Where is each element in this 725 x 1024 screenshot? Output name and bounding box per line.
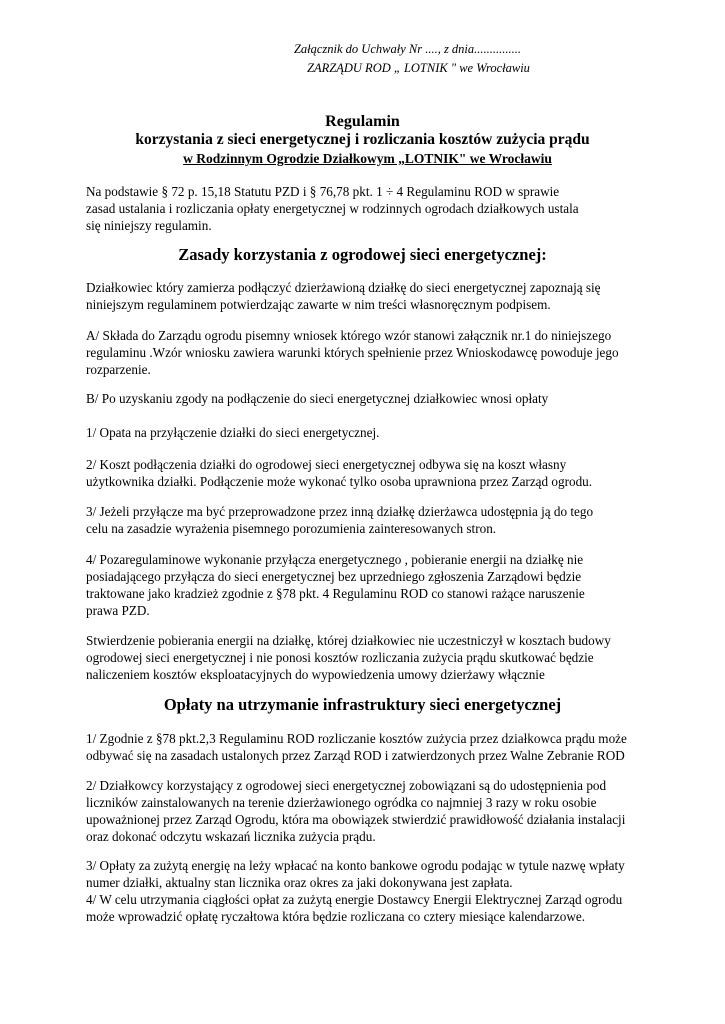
text-line: oraz dokonać odczytu wskazań licznika zużycia prądu.: [86, 829, 376, 844]
text-line: 1/ Opata na przyłączenie działki do sieci energetycznej.: [86, 425, 380, 440]
text-line: liczników zainstalowanych na terenie dzierżawionego ogródka co najmniej 3 razy w roku osobie: [86, 795, 597, 810]
section-2-paragraph: [86, 730, 646, 764]
text-line: Na podstawie § 72 p. 15,18 Statutu PZD i § 76,78 pkt. 1 ÷ 4 Regulaminu ROD w sprawie: [86, 184, 560, 199]
text-line: naliczeniem kosztów eksploatacyjnych do wypowiedzenia umowy dzierżawy włącznie: [86, 667, 545, 682]
section-1-paragraph: [86, 551, 646, 619]
section-1-paragraph: [86, 279, 646, 313]
text-line: 2/ Działkowcy korzystający z ogrodowej sieci energetycznej zobowiązani są do udostępnienia pod: [86, 778, 607, 793]
section-1-heading: Zasady korzystania z ogrodowej sieci energetycznej:: [178, 245, 547, 264]
text-line: się niniejszy regulamin.: [86, 218, 212, 233]
text-line: numer działki, aktualny stan licznika oraz okres za jaki dokonywana jest zapłata.: [86, 875, 513, 890]
annex-line-1: Załącznik do Uchwały Nr ...., z dnia...............: [293, 42, 522, 56]
text-line: Stwierdzenie pobierania energii na działkę, której działkowiec nie uczestniczył w kosztach budowy: [86, 633, 611, 648]
text-line: 3/ Jeżeli przyłącze ma być przeprowadzone przez inną działkę dzierżawca udostępnia ją do tego: [86, 504, 594, 519]
text-line: może wprowadzić opłatę ryczałtowa która będzie rozliczana co cztery miesiące kalendarzowe.: [86, 909, 586, 924]
text-line: zasad ustalania i rozliczania opłaty energetycznej w rodzinnych ogrodach działkowych ustala: [86, 201, 579, 216]
text-line: ogrodowej sieci energetycznej i nie ponosi kosztów rozliczania zużycia prądu skutkować będzie: [86, 650, 594, 665]
intro-paragraph: [86, 183, 646, 234]
text-line: użytkownika działki. Podłączenie może wykonać tylko osoba uprawniona przez Zarząd ogrodu.: [86, 474, 593, 489]
text-line: 4/ Pozaregulaminowe wykonanie przyłącza energetycznego , pobieranie energii na działkę nie: [86, 552, 584, 567]
section-2-paragraph: [86, 857, 646, 925]
section-1-paragraph: [86, 390, 646, 407]
text-line: regulaminu .Wzór wniosku zawiera warunki których spełnienie przez Wnioskodawcę powoduje jego: [86, 345, 619, 360]
annex-line-2: ZARZĄDU ROD „ LOTNIK " we Wrocławiu: [307, 61, 530, 75]
text-line: prawa PZD.: [86, 603, 150, 618]
text-line: 2/ Koszt podłączenia działki do ogrodowej sieci energetycznej odbywa się na koszt własny: [86, 457, 567, 472]
text-line: celu na zasadzie wyrażenia pisemnego porozumienia zainteresowanych stron.: [86, 521, 497, 536]
text-line: B/ Po uzyskaniu zgody na podłączenie do sieci energetycznej działkowiec wnosi opłaty: [86, 391, 549, 406]
document-title: Regulamin: [325, 113, 400, 130]
text-line: Działkowiec który zamierza podłączyć dzierżawioną działkę do sieci energetycznej zapoznają się: [86, 280, 601, 295]
text-line: niniejszym regulaminem potwierdzając zawarte w nim treści własnoręcznym podpisem.: [86, 297, 551, 312]
section-2-paragraph: [86, 777, 646, 845]
text-line: traktowane jako kradzież zgodnie z §78 pkt. 4 Regulaminu ROD co stanowi rażące naruszenie: [86, 586, 585, 601]
section-1-paragraph: [86, 424, 646, 441]
section-1-paragraph: [86, 327, 646, 378]
text-line: upoważnionej przez Zarząd Ogrodu, która ma obowiązek stwierdzić prawidłowość działania instalacji: [86, 812, 626, 827]
text-line: posiadającego przyłącza do sieci energetycznej bez uprzedniego zgłoszenia Zarządowi będzie: [86, 569, 582, 584]
text-line: odbywać się na zasadach ustalonych przez Zarząd ROD i zatwierdzonych przez Walne Zebranie ROD: [86, 748, 625, 763]
text-line: rozparzenie.: [86, 362, 151, 377]
text-line: 1/ Zgodnie z §78 pkt.2,3 Regulaminu ROD rozliczanie kosztów zużycia przez działkowca prądu może: [86, 731, 627, 746]
section-1-paragraph: [86, 632, 646, 683]
garden-name: w Rodzinnym Ogrodzie Działkowym „LOTNIK" we Wrocławiu: [183, 151, 552, 166]
section-1-paragraph: [86, 456, 646, 490]
text-line: 4/ W celu utrzymania ciągłości opłat za zużytą energie Dostawcy Energii Elektrycznej Zarząd ogrodu: [86, 892, 623, 907]
section-1-paragraph: [86, 503, 646, 537]
text-line: A/ Składa do Zarządu ogrodu pisemny wniosek którego wzór stanowi załącznik nr.1 do niniejszego: [86, 328, 612, 343]
text-line: 3/ Opłaty za zużytą energię na leży wpłacać na konto bankowe ogrodu podając w tytule nazwę wpłaty: [86, 858, 625, 873]
document-subtitle: korzystania z sieci energetycznej i rozliczania kosztów zużycia prądu: [135, 131, 590, 148]
section-2-heading: Opłaty na utrzymanie infrastruktury sieci energetycznej: [163, 695, 562, 714]
